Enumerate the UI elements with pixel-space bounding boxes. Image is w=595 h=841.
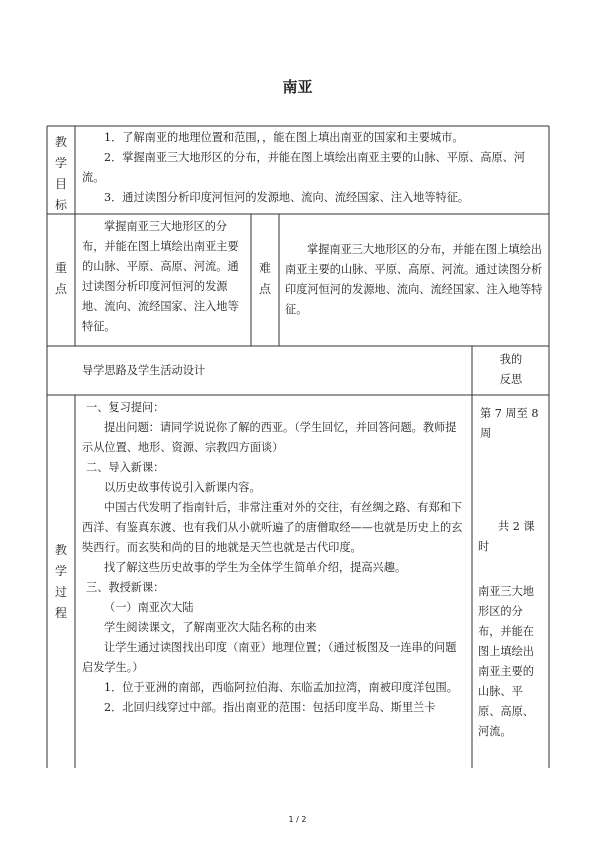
design-header-label: 导学思路及学生活动设计	[82, 364, 206, 377]
difficulties-label: 难点	[258, 261, 271, 296]
process-line: 三、教授新课：	[86, 581, 165, 594]
page-number: 1 / 2	[288, 815, 307, 824]
objectives-content	[82, 128, 542, 208]
objective-item: 3．通过读图分析印度河恒河的发源地、流向、流经国家、注入地等特征。	[104, 191, 470, 204]
process-line: 一、复习提问：	[86, 401, 165, 414]
key-points-text: 掌握南亚三大地形区的分布，并能在图上填绘出南亚主要的山脉、平原、高原、河流。通过读图分析印度河恒河的发源地、流向、流经国家、注入地等特征。	[82, 220, 239, 333]
reflection-header: 我的反思	[499, 353, 523, 386]
process-line: 学生阅读课文，了解南亚次大陆名称的由来	[104, 621, 317, 634]
process-line: 二、导入新课：	[86, 461, 165, 474]
objective-item: 1．了解南亚的地理位置和范围，，能在图上填出南亚的国家和主要城市。	[104, 131, 464, 144]
process-line: 2．北回归线穿过中部。指出南亚的范围：包括印度半岛、斯里兰卡	[104, 701, 436, 714]
process-line: （一）南亚次大陆	[104, 601, 194, 614]
weeks-note: 第 7 周至 8 周	[480, 407, 539, 440]
process-line: 以历史故事传说引入新课内容。	[104, 481, 261, 494]
reflection-note: 南亚三大地形区的分布，并能在图上填绘出南亚主要的山脉、平原、高原、河流。	[478, 585, 534, 738]
process-content	[82, 398, 466, 718]
periods-note: 共 2 课时	[478, 520, 535, 553]
page-title: 南亚	[282, 78, 313, 96]
objectives-label: 教学目标	[54, 135, 67, 212]
process-line: 找了解这些历史故事的学生为全体学生简单介绍，提高兴趣。	[104, 561, 407, 574]
process-line: 中国古代发明了指南针后，非常注重对外的交往，有丝绸之路、有郑和下西洋、有鉴真东渡、也有我们从小就听遍了的唐僧取经——也就是历史上的玄奘西行。而玄奘和尚的目的地就是天竺也就是古代印度。	[82, 501, 463, 554]
key-points-label: 重点	[54, 261, 67, 296]
process-line: 1．位于亚洲的南部，西临阿拉伯海、东临孟加拉湾，南被印度洋包围。	[104, 681, 458, 694]
objective-item: 2．掌握南亚三大地形区的分布，并能在图上填绘出南亚主要的山脉、平原、高原、河流。	[82, 151, 526, 184]
difficulties-text: 掌握南亚三大地形区的分布，并能在图上填绘出南亚主要的山脉、平原、高原、河流。通过读图分析印度河恒河的发源地、流向、流经国家、注入地等特征。	[285, 243, 543, 316]
process-label: 教学过程	[54, 543, 67, 620]
process-line: 提出问题：请同学说说你了解的西亚。（学生回忆，并回答问题。教师提示从位置、地形、资源、宗教四方面谈）	[82, 421, 457, 454]
process-line: 让学生通过读图找出印度（南亚）地理位置；（通过板图及一连串的问题启发学生。）	[82, 641, 457, 674]
